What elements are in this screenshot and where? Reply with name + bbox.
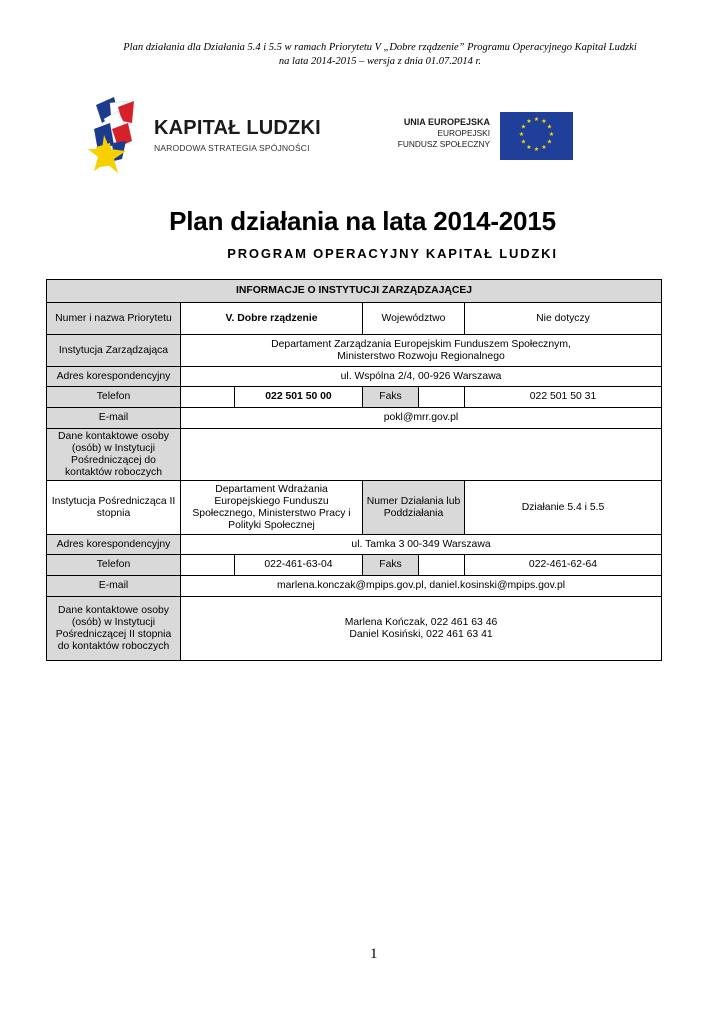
intermediate-body-value: Departament Wdrażania Europejskiego Funduszu Społecznego, Ministerstwo Pracy i Polityki Społecznej xyxy=(181,481,363,535)
address-value-2: ul. Tamka 3 00-349 Warszawa xyxy=(181,535,662,555)
table-row xyxy=(47,387,662,408)
fax-label: Faks xyxy=(363,387,419,408)
svg-text:★: ★ xyxy=(541,118,547,125)
eu-logo-text xyxy=(398,117,490,150)
managing-authority-line1: Departament Zarządzania Europejskim Funduszem Społecznym, xyxy=(271,338,571,350)
phone-label-2: Telefon xyxy=(47,555,181,576)
eu-line3: FUNDUSZ SPOŁECZNY xyxy=(397,139,490,149)
kapital-ludzki-emblem-icon xyxy=(88,93,148,173)
email-value: pokl@mrr.gov.pl xyxy=(181,408,662,429)
running-header xyxy=(40,41,720,69)
table-row xyxy=(47,429,662,481)
svg-text:★: ★ xyxy=(520,123,527,131)
address-label: Adres korespondencyjny xyxy=(47,367,181,387)
address-label-2: Adres korespondencyjny xyxy=(47,535,181,555)
running-header-line1: Plan działania dla Działania 5.4 i 5.5 w ramach Priorytetu V „Dobre rządzenie” Programu Operacyjnego Kapitał Ludzki xyxy=(123,42,637,53)
svg-text:★: ★ xyxy=(533,116,540,123)
table-row xyxy=(47,367,662,387)
svg-text:★: ★ xyxy=(548,131,555,138)
voivodeship-label: Województwo xyxy=(363,303,465,335)
table-row xyxy=(47,481,662,535)
svg-text:★: ★ xyxy=(526,144,532,151)
measure-number-value: Działanie 5.4 i 5.5 xyxy=(465,481,662,535)
svg-text:★: ★ xyxy=(526,118,532,125)
contact-persons-label-2: Dane kontaktowe osoby (osób) w Instytucji Pośredniczącej II stopnia do kontaktów roboczych xyxy=(47,597,181,661)
table-row xyxy=(47,576,662,597)
address-value: ul. Wspólna 2/4, 00-926 Warszawa xyxy=(181,367,662,387)
managing-authority-value xyxy=(181,335,662,367)
measure-number-label: Numer Działania lub Poddziałania xyxy=(363,481,465,535)
table-row xyxy=(47,535,662,555)
managing-authority-label: Instytucja Zarządzająca xyxy=(47,335,181,367)
priority-value: V. Dobre rządzenie xyxy=(181,303,363,335)
svg-text:★: ★ xyxy=(533,146,540,153)
fax-value: 022 501 50 31 xyxy=(465,387,662,408)
kapital-ludzki-logo xyxy=(88,93,338,173)
svg-text:★: ★ xyxy=(541,144,547,151)
eu-line1: UNIA EUROPEJSKA xyxy=(403,117,490,127)
page-title: Plan działania na lata 2014-2015 xyxy=(169,206,556,236)
empty-cell xyxy=(181,555,235,576)
kapital-ludzki-subtitle: NARODOWA STRATEGIA SPÓJNOŚCI xyxy=(154,143,310,153)
fax-label-2: Faks xyxy=(363,555,419,576)
running-header-line2: na lata 2014-2015 – wersja z dnia 01.07.2014 r. xyxy=(278,56,482,67)
contact-persons-label: Dane kontaktowe osoby (osób) w Instytucji Pośredniczącej do kontaktów roboczych xyxy=(47,429,181,481)
institution-info-table xyxy=(46,279,662,661)
email-value-2: marlena.konczak@mpips.gov.pl, daniel.kosinski@mpips.gov.pl xyxy=(181,576,662,597)
empty-cell xyxy=(181,387,235,408)
phone-label: Telefon xyxy=(47,387,181,408)
svg-text:★: ★ xyxy=(546,138,553,146)
email-label-2: E-mail xyxy=(47,576,181,597)
table-row xyxy=(47,597,662,661)
managing-authority-line2: Ministerstwo Rozwoju Regionalnego xyxy=(337,350,505,362)
table-row xyxy=(47,555,662,576)
priority-label: Numer i nazwa Priorytetu xyxy=(47,303,181,335)
contact-person-1: Marlena Kończak, 022 461 63 46 xyxy=(344,616,498,628)
phone-value: 022 501 50 00 xyxy=(235,387,363,408)
contact-persons-value-2 xyxy=(181,597,662,661)
voivodeship-value: Nie dotyczy xyxy=(465,303,662,335)
svg-text:★: ★ xyxy=(546,123,553,131)
contact-person-2: Daniel Kosiński, 022 461 63 41 xyxy=(349,628,493,640)
table-row xyxy=(47,303,662,335)
empty-cell xyxy=(419,387,465,408)
svg-text:★: ★ xyxy=(520,138,527,146)
section-header: INFORMACJE O INSTYTUCJI ZARZĄDZAJĄCEJ xyxy=(47,280,662,303)
table-row xyxy=(47,335,662,367)
eu-logo xyxy=(385,110,575,162)
page-number: 1 xyxy=(370,946,378,962)
page-subtitle: PROGRAM OPERACYJNY KAPITAŁ LUDZKI xyxy=(227,246,558,261)
intermediate-body-label: Instytucja Pośrednicząca II stopnia xyxy=(47,481,181,535)
svg-text:★: ★ xyxy=(518,131,525,138)
table-row xyxy=(47,408,662,429)
table-row xyxy=(47,280,662,303)
fax-value-2: 022-461-62-64 xyxy=(465,555,662,576)
kapital-ludzki-title: KAPITAŁ LUDZKI xyxy=(154,117,321,139)
empty-cell xyxy=(419,555,465,576)
eu-line2: EUROPEJSKI xyxy=(437,128,490,138)
contact-persons-value xyxy=(181,429,662,481)
eu-flag-icon xyxy=(500,112,573,160)
email-label: E-mail xyxy=(47,408,181,429)
phone-value-2: 022-461-63-04 xyxy=(235,555,363,576)
